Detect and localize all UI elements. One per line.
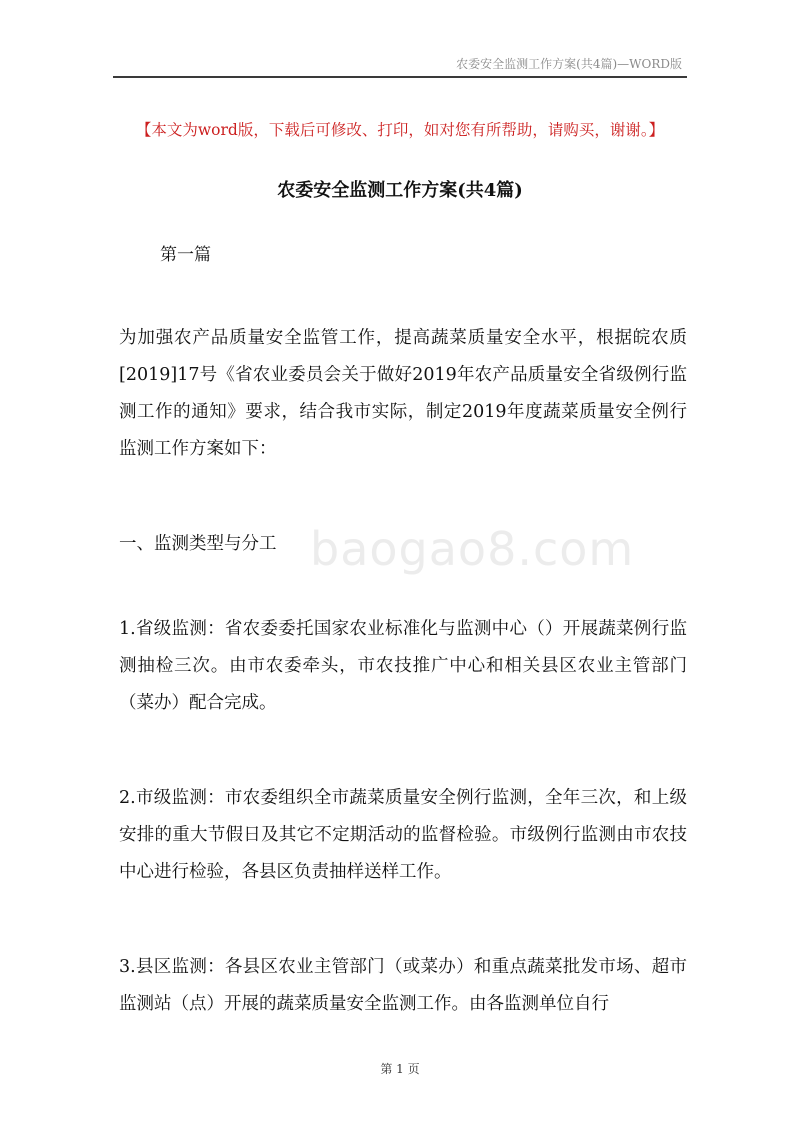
list-item-municipal: 2.市级监测：市农委组织全市蔬菜质量安全例行监测，全年三次，和上级安排的重大节假日及其它不定期活动的监督检验。市级例行监测由市农技中心进行检验，各县区负责抽样送样工作。 (119, 788, 687, 882)
list-item-provincial: 1.省级监测：省农委委托国家农业标准化与监测中心（）开展蔬菜例行监测抽检三次。由市农委牵头，市农技推广中心和相关县区农业主管部门（菜办）配合完成。 (119, 619, 687, 713)
watermark: baogao8.com (310, 522, 635, 576)
section-heading: 一、监测类型与分工 (119, 534, 277, 554)
page-number: 第 1 页 (380, 1062, 420, 1076)
header-divider (113, 76, 687, 78)
list-item-county: 3.县区监测：各县区农业主管部门（或菜办）和重点蔬菜批发市场、超市监测站（点）开展的蔬菜质量安全监测工作。由各监测单位自行 (119, 957, 687, 1014)
document-title: 农委安全监测工作方案(共4篇) (277, 180, 523, 201)
purchase-notice: 【本文为word版，下载后可修改、打印，如对您有所帮助，请购买，谢谢。】 (135, 121, 665, 139)
chapter-heading: 第一篇 (160, 245, 211, 265)
running-header: 农委安全监测工作方案(共4篇)—WORD版 (456, 57, 682, 71)
intro-paragraph: 为加强农产品质量安全监管工作，提高蔬菜质量安全水平，根据皖农质[2019]17号《省农业委员会关于做好2019年农产品质量安全省级例行监测工作的通知》要求，结合我市实际，制定2019年度蔬菜质量安全例行监测工作方案如下： (119, 328, 687, 459)
